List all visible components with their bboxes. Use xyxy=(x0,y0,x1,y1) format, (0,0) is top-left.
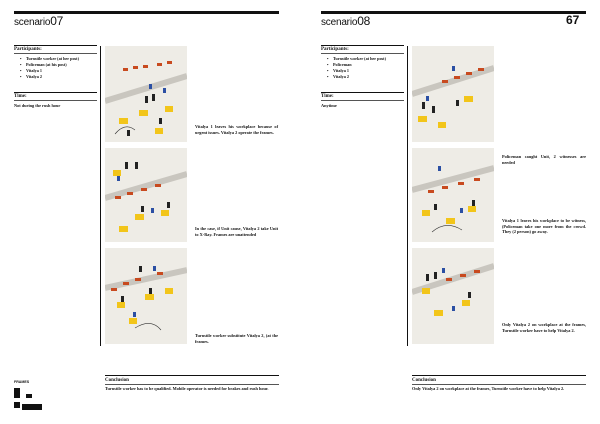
frames-logo-label: FRAMES xyxy=(14,380,30,384)
right-scenario-number: 08 xyxy=(357,14,371,28)
right-caption-3: Only Vitalya 2 on workplace at the frames, Turnstile worker have to help Vitalya 2. xyxy=(502,322,586,333)
left-conclusion-heading: Conclusion xyxy=(105,378,129,383)
left-scenario-title xyxy=(14,14,63,28)
right-conclusion-text: Only Vitalya 2 on workplace at the frames, Turnstile worker have to help Vitalya 2. xyxy=(412,386,565,391)
right-caption-1: Policeman caught Unit, 2 witnesses are needed xyxy=(502,154,586,165)
list-item: • Vitalya 2 xyxy=(333,74,413,80)
right-participants-list xyxy=(327,56,413,80)
list-item: • Turnstile worker (at her post) xyxy=(26,56,106,62)
left-time-rule xyxy=(14,92,97,93)
page-number: 67 xyxy=(566,13,580,27)
left-time-subrule xyxy=(14,100,97,101)
left-caption-1: Vitalya 1 leaves his workplace because of urgent issues. Vitalya 2 operate the frames. xyxy=(195,124,278,135)
frames-logo-mark xyxy=(14,388,44,412)
scenario-photo xyxy=(105,148,187,242)
scenario-photo xyxy=(412,148,494,242)
right-scenario-word: scenario xyxy=(321,17,358,28)
scenario-photo xyxy=(105,46,187,142)
left-participants-heading: Participants: xyxy=(14,47,42,52)
right-time-subrule xyxy=(321,100,404,101)
right-participants-subrule xyxy=(321,53,404,54)
right-conclusion-rule xyxy=(412,375,586,376)
right-conclusion-subrule xyxy=(412,384,586,385)
left-caption-2: In the case, if Unit cause, Vitalya 2 take Unit to X-Ray. Frames are unattended xyxy=(195,226,278,237)
scenario-photo xyxy=(105,248,187,344)
right-participants-rule xyxy=(321,45,404,46)
left-participants-subrule xyxy=(14,53,97,54)
left-conclusion-rule xyxy=(105,375,279,376)
right-caption-2: Vitalya 1 leaves his workplace to be witness, (Policeman take one more from the crowd. They (2 person) go away. xyxy=(502,218,586,235)
right-scenario-title xyxy=(321,14,370,28)
left-scenario-number: 07 xyxy=(50,14,64,28)
left-conclusion-subrule xyxy=(105,384,279,385)
list-item: • Turnstile worker (at her post) xyxy=(333,56,413,62)
right-column-divider xyxy=(407,46,408,346)
left-conclusion-text: Turnstile worker has to be qualified. Mobile operator is needed for brakes and rush hour. xyxy=(105,386,269,391)
left-time-heading: Time: xyxy=(14,94,27,99)
scenario-photo xyxy=(412,248,494,344)
left-caption-3: Turnstile worker substitute Vitalya 2, (at the frames. xyxy=(195,333,278,344)
list-item: • Policeman (at his post) xyxy=(26,62,106,68)
list-item: • Vitalya 1 xyxy=(26,68,106,74)
left-participants-list xyxy=(20,56,106,80)
scenario-photo xyxy=(412,46,494,142)
list-item: • Vitalya 1 xyxy=(333,68,413,74)
right-time-rule xyxy=(321,92,404,93)
right-conclusion-heading: Conclusion xyxy=(412,378,436,383)
list-item: • Vitalya 2 xyxy=(26,74,106,80)
list-item: • Policeman xyxy=(333,62,413,68)
left-scenario-word: scenario xyxy=(14,17,51,28)
left-column-divider xyxy=(100,46,101,346)
left-participants-rule xyxy=(14,45,97,46)
right-time-heading: Time: xyxy=(321,94,334,99)
right-time-text: Anytime xyxy=(321,103,337,108)
frames-logo xyxy=(14,388,44,412)
left-time-text: Not during the rush hour xyxy=(14,103,61,108)
right-participants-heading: Participants: xyxy=(321,47,349,52)
